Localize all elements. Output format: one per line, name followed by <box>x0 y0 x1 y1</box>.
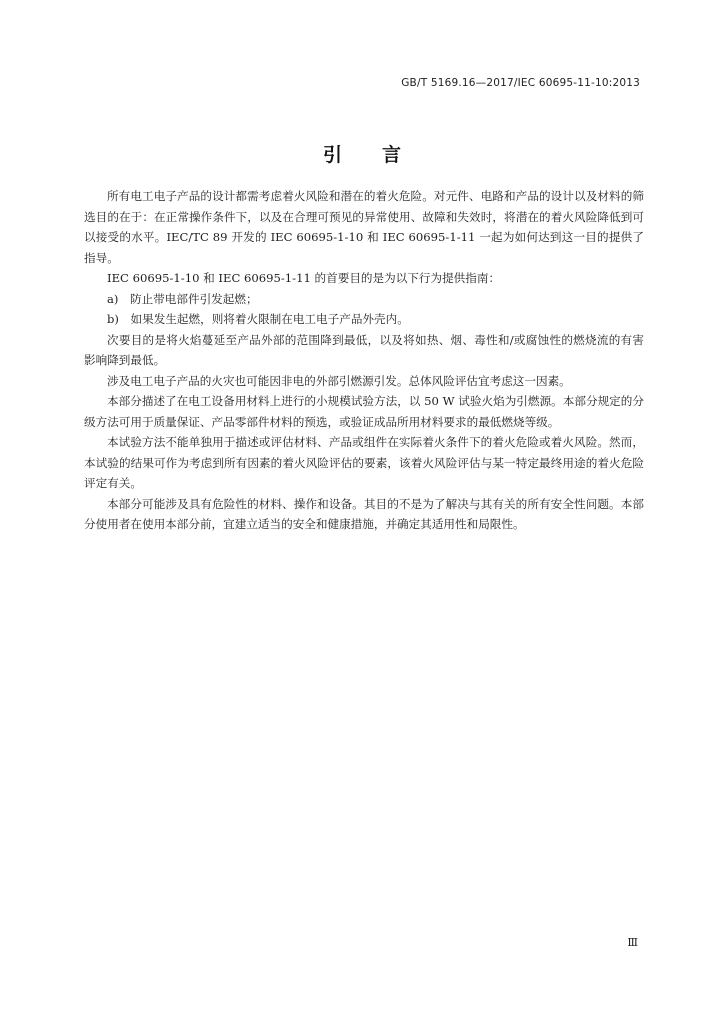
list-item: b) 如果发生起燃，则将着火限制在电工电子产品外壳内。 <box>107 312 409 326</box>
page-title: 引言 <box>322 144 441 166</box>
paragraph: 所有电工电子产品的设计都需考虑着火风险和潜在的着火危险。对元件、电路和产品的设计以及材料的筛选目的在于：在正常操作条件下，以及在合理可预见的异常使用、故障和失效时，将潜在的着火风险降低到可以接受的水平。IEC/TC 89 开发的 IEC 60695-1-10 和 IEC 60695-1-11 一起为如何达到这一目的提供了指导。 <box>84 189 644 265</box>
paragraph: 涉及电工电子产品的火灾也可能因非电的外部引燃源引发。总体风险评估宜考虑这一因素。 <box>107 373 571 388</box>
paragraph: IEC 60695-1-10 和 IEC 60695-1-11 的首要目的是为以下行为提供指南： <box>107 271 501 285</box>
list-item: a) 防止带电部件引发起燃； <box>107 291 258 306</box>
document-body <box>84 186 644 535</box>
paragraph: 本试验方法不能单独用于描述或评估材料、产品或组件在实际着火条件下的着火危险或着火风险。然而，本试验的结果可作为考虑到所有因素的着火风险评估的要素，该着火风险评估与某一特定最终用途的着火危险评定有关。 <box>84 435 644 490</box>
paragraph: 本部分描述了在电工设备用材料上进行的小规模试验方法，以 50 W 试验火焰为引燃源。本部分规定的分级方法可用于质量保证、产品零部件材料的预选，或验证成品所用材料要求的最低燃烧等级。 <box>84 394 644 429</box>
standard-number: GB/T 5169.16—2017/IEC 60695-11-10:2013 <box>401 77 640 89</box>
page-number: Ⅲ <box>627 936 638 949</box>
paragraph: 次要目的是将火焰蔓延至产品外部的范围降到最低，以及将如热、烟、毒性和/或腐蚀性的燃烧流的有害影响降到最低。 <box>84 332 644 367</box>
paragraph: 本部分可能涉及具有危险性的材料、操作和设备。其目的不是为了解决与其有关的所有安全性问题。本部分使用者在使用本部分前，宜建立适当的安全和健康措施，并确定其适用性和局限性。 <box>84 496 644 531</box>
